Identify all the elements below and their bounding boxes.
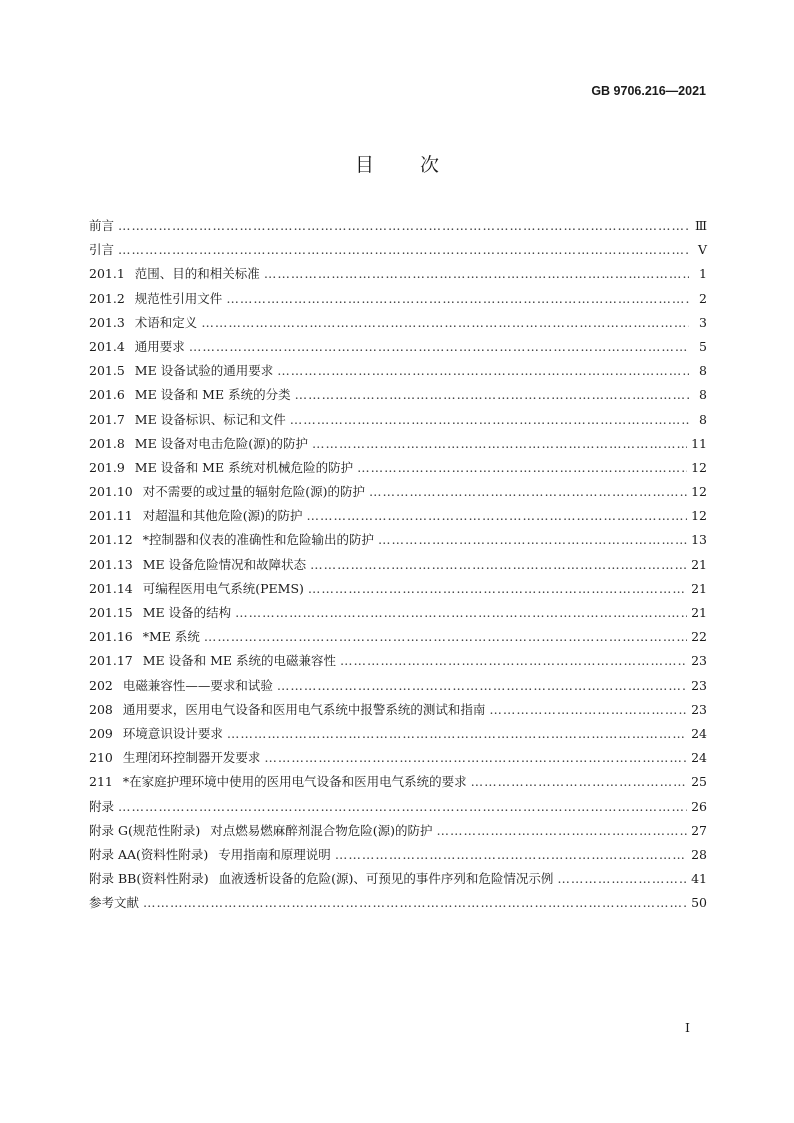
toc-entry-page: 2 <box>699 290 707 306</box>
toc-entry-page: 12 <box>691 484 707 500</box>
toc-entry-title: *控制器和仪表的准确性和危险输出的防护 <box>142 532 375 548</box>
toc-entry-page: 13 <box>691 532 707 548</box>
standard-code: GB 9706.216—2021 <box>591 84 706 98</box>
toc-entry[interactable] <box>89 724 707 748</box>
toc-entry-page: 23 <box>691 701 707 717</box>
toc-entry-title: ME 设备试验的通用要求 <box>134 363 274 379</box>
toc-entry-page: 8 <box>699 411 707 427</box>
toc-entry[interactable] <box>89 506 707 530</box>
toc-entry-number: 201.15 <box>89 605 133 620</box>
toc-dot-leader <box>436 823 687 838</box>
toc-entry-title: 附录 <box>89 798 115 814</box>
toc-entry[interactable] <box>89 603 707 627</box>
toc-entry[interactable] <box>89 555 707 579</box>
toc-entry[interactable] <box>89 216 707 240</box>
toc-entry-title: ME 设备和 ME 系统的电磁兼容性 <box>142 653 337 669</box>
toc-entry-page: 24 <box>691 725 707 741</box>
toc-entry-title: 规范性引用文件 <box>134 290 223 306</box>
toc-dot-leader <box>204 629 687 644</box>
toc-entry-title: ME 设备危险情况和故障状态 <box>142 556 307 572</box>
toc-dot-leader <box>118 218 689 233</box>
toc-entry-page: 12 <box>691 508 707 524</box>
toc-dot-leader <box>312 436 687 451</box>
toc-entry-number: 附录 AA(资料性附录) <box>89 846 209 862</box>
toc-entry-number: 附录 BB(资料性附录) <box>89 871 209 887</box>
toc-entry-title: 术语和定义 <box>134 314 198 330</box>
toc-dot-leader <box>335 847 687 862</box>
toc-entry[interactable] <box>89 579 707 603</box>
toc-entry-number: 201.6 <box>89 387 125 403</box>
toc-dot-leader <box>307 508 688 523</box>
toc-entry[interactable] <box>89 748 707 772</box>
toc-entry-number: 201.13 <box>89 556 133 572</box>
toc-entry-page: 23 <box>691 677 707 693</box>
toc-dot-leader <box>489 702 687 717</box>
toc-entry-page: 25 <box>691 774 707 790</box>
toc-entry-number: 209 <box>89 725 113 741</box>
toc-entry-page: 3 <box>699 314 707 330</box>
toc-dot-leader <box>308 581 687 596</box>
toc-entry[interactable] <box>89 772 707 796</box>
toc-entry-title: ME 设备的结构 <box>142 605 232 620</box>
toc-entry-page: 50 <box>691 895 707 911</box>
toc-entry[interactable] <box>89 530 707 554</box>
toc-entry-page: 26 <box>691 798 707 814</box>
toc-entry-number: 210 <box>89 750 113 766</box>
toc-dot-leader <box>201 315 689 330</box>
toc-entry-number: 201.12 <box>89 532 133 548</box>
toc-dot-leader <box>340 653 687 668</box>
toc-entry-page: 5 <box>699 338 707 354</box>
toc-entry[interactable] <box>89 240 707 264</box>
toc-dot-leader <box>277 363 689 378</box>
toc-entry-number: 208 <box>89 701 113 717</box>
toc-dot-leader <box>310 557 687 572</box>
toc-entry-page: 11 <box>691 435 707 451</box>
toc-entry-title: 可编程医用电气系统(PEMS) <box>142 580 304 596</box>
toc-entry-page: Ⅲ <box>694 218 707 233</box>
toc-entry[interactable] <box>89 482 707 506</box>
toc-entry-title: *ME 系统 <box>142 629 200 645</box>
toc-dot-leader <box>189 339 689 354</box>
toc-entry-number: 201.17 <box>89 653 133 669</box>
toc-entry-title: 参考文献 <box>89 895 140 911</box>
toc-entry[interactable] <box>89 651 707 675</box>
toc-entry-title: 对超温和其他危险(源)的防护 <box>142 508 303 524</box>
toc-entry-number: 201.11 <box>89 508 133 524</box>
toc-entry-page: 23 <box>691 653 707 669</box>
toc-entry-title: 通用要求 <box>134 338 185 354</box>
toc-entry-title: 血液透析设备的危险(源)、可预见的事件序列和危险情况示例 <box>218 871 554 887</box>
toc-entry-page: 28 <box>691 846 707 862</box>
toc-entry-page: 12 <box>691 459 707 475</box>
toc-entry[interactable] <box>89 458 707 482</box>
toc-dot-leader <box>226 291 689 306</box>
toc-entry-page: 22 <box>691 629 707 645</box>
toc-entry-number: 201.1 <box>89 266 125 282</box>
toc-entry-number: 211 <box>89 774 113 790</box>
toc-entry[interactable] <box>89 337 707 361</box>
toc-entry-number: 附录 G(规范性附录) <box>89 822 201 838</box>
toc-entry-number: 202 <box>89 677 113 693</box>
toc-entry[interactable] <box>89 869 707 893</box>
toc-entry-page: 41 <box>691 871 707 887</box>
toc-entry-title: 范围、目的和相关标准 <box>134 266 260 282</box>
table-of-contents <box>89 216 707 917</box>
toc-dot-leader <box>118 799 687 814</box>
toc-entry-title: 对不需要的或过量的辐射危险(源)的防护 <box>142 484 366 500</box>
toc-entry[interactable] <box>89 893 707 917</box>
toc-entry[interactable] <box>89 313 707 337</box>
toc-entry-title: 专用指南和原理说明 <box>218 846 331 862</box>
toc-entry-page: Ⅴ <box>697 242 707 258</box>
page-number: I <box>685 1020 690 1035</box>
toc-dot-leader <box>378 532 687 547</box>
toc-entry-number: 201.3 <box>89 314 125 330</box>
toc-entry-page: 8 <box>699 387 707 403</box>
toc-entry[interactable] <box>89 627 707 651</box>
toc-entry-title: 前言 <box>89 218 115 233</box>
toc-entry-title: *在家庭护理环境中使用的医用电气设备和医用电气系统的要求 <box>122 774 467 790</box>
toc-dot-leader <box>369 484 687 499</box>
toc-entry[interactable] <box>89 845 707 869</box>
toc-entry-number: 201.2 <box>89 290 125 306</box>
toc-entry-title: 生理闭环控制器开发要求 <box>122 750 261 766</box>
toc-dot-leader <box>471 774 687 789</box>
toc-entry-title: ME 设备和 ME 系统的分类 <box>134 387 291 403</box>
toc-entry-title: 引言 <box>89 242 115 258</box>
toc-entry[interactable] <box>89 434 707 458</box>
toc-entry[interactable] <box>89 361 707 385</box>
toc-entry-title: ME 设备标识、标记和文件 <box>134 411 286 427</box>
toc-entry[interactable] <box>89 676 707 700</box>
toc-dot-leader <box>264 750 687 765</box>
toc-entry-number: 201.9 <box>89 459 125 475</box>
toc-dot-leader <box>557 871 687 886</box>
toc-entry[interactable] <box>89 410 707 434</box>
toc-entry-page: 27 <box>691 822 707 838</box>
toc-entry-title: 电磁兼容性——要求和试验 <box>122 677 273 693</box>
toc-entry-page: 1 <box>699 266 707 282</box>
toc-entry[interactable] <box>89 264 707 288</box>
toc-entry-title: 对点燃易燃麻醉剂混合物危险(源)的防护 <box>210 822 433 838</box>
toc-entry[interactable] <box>89 385 707 409</box>
toc-entry-number: 201.14 <box>89 580 133 596</box>
toc-entry-number: 201.4 <box>89 338 125 354</box>
toc-dot-leader <box>290 412 689 427</box>
toc-entry-number: 201.16 <box>89 629 133 645</box>
page-title: 目次 <box>354 154 485 176</box>
toc-dot-leader <box>357 460 687 475</box>
toc-entry-page: 21 <box>691 605 707 620</box>
toc-dot-leader <box>143 895 687 910</box>
toc-entry-number: 201.7 <box>89 411 125 427</box>
toc-entry[interactable] <box>89 797 707 821</box>
toc-dot-leader <box>277 678 687 693</box>
toc-entry[interactable] <box>89 289 707 313</box>
toc-entry-number: 201.5 <box>89 363 125 379</box>
toc-entry-title: ME 设备和 ME 系统对机械危险的防护 <box>134 459 354 475</box>
toc-dot-leader <box>264 266 689 281</box>
toc-entry-title: 通用要求，医用电气设备和医用电气系统中报警系统的测试和指南 <box>122 701 486 717</box>
toc-dot-leader <box>227 726 687 741</box>
toc-entry-page: 8 <box>699 363 707 379</box>
toc-dot-leader <box>295 387 689 402</box>
toc-entry[interactable] <box>89 700 707 724</box>
toc-entry-title: ME 设备对电击危险(源)的防护 <box>134 435 308 451</box>
toc-dot-leader <box>118 242 689 257</box>
toc-entry-page: 24 <box>691 750 707 766</box>
toc-entry-page: 21 <box>691 556 707 572</box>
toc-entry[interactable] <box>89 821 707 845</box>
toc-entry-number: 201.8 <box>89 435 125 451</box>
toc-entry-page: 21 <box>691 580 707 596</box>
toc-entry-title: 环境意识设计要求 <box>122 725 223 741</box>
toc-dot-leader <box>235 605 687 620</box>
toc-entry-number: 201.10 <box>89 484 133 500</box>
